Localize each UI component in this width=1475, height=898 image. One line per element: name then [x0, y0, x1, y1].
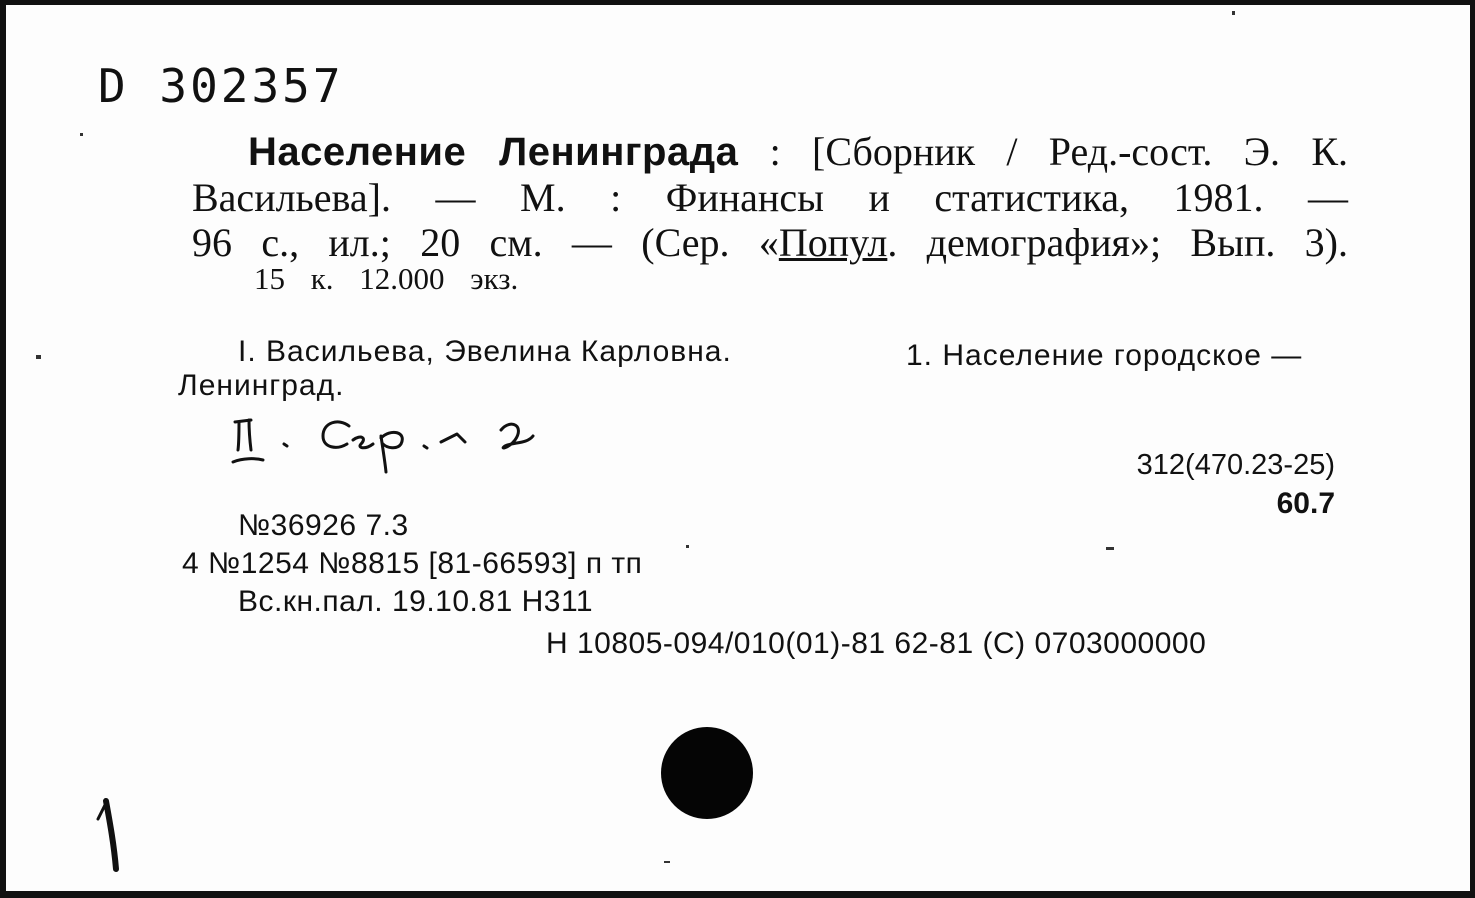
series-abbrev: Попул [778, 220, 888, 265]
registration-number: №36926 7.3 [238, 509, 409, 542]
call-number: D 302357 [98, 59, 344, 113]
order-numbers: 4 №1254 №8815 [81-66593] п тп [182, 547, 643, 580]
handwritten-mark [76, 795, 136, 875]
price-and-print-run: 15 к. 12.000 экз. [254, 261, 519, 296]
title-statement: : [Сборник / Ред.-сост. Э. К. [769, 129, 1349, 174]
handwritten-note [221, 400, 551, 480]
speck [1106, 547, 1114, 550]
description-line-1 [192, 129, 1348, 175]
description-line-2: Васильева]. — М. : Финансы и статистика, 1981. — [192, 175, 1348, 220]
speck [1232, 11, 1235, 15]
description-line-3 [192, 220, 1348, 265]
speck [686, 545, 689, 548]
book-chamber-stamp: Вс.кн.пал. 19.10.81 Н311 [238, 585, 594, 618]
publisher-code: Н 10805-094/010(01)-81 62-81 (С) 0703000000 [546, 627, 1207, 660]
title: Население Ленинграда [248, 130, 739, 174]
extent-series-b: . демография»; Вып. 3). [887, 220, 1348, 265]
punch-hole [661, 727, 753, 819]
speck [36, 355, 41, 359]
classification-bbk: 60.7 [1276, 487, 1335, 520]
tracing-author: I. Васильева, Эвелина Карловна. [238, 335, 732, 368]
bibliographic-description [192, 129, 1348, 265]
speck [664, 861, 670, 863]
tracing-subject-continued: Ленинград. [178, 369, 345, 402]
extent-series-a: 96 с., ил.; 20 см. — (Сер. « [192, 220, 779, 265]
tracing-subject: 1. Население городское — [906, 339, 1303, 372]
speck [80, 133, 83, 136]
classification-udc: 312(470.23-25) [1136, 449, 1335, 481]
